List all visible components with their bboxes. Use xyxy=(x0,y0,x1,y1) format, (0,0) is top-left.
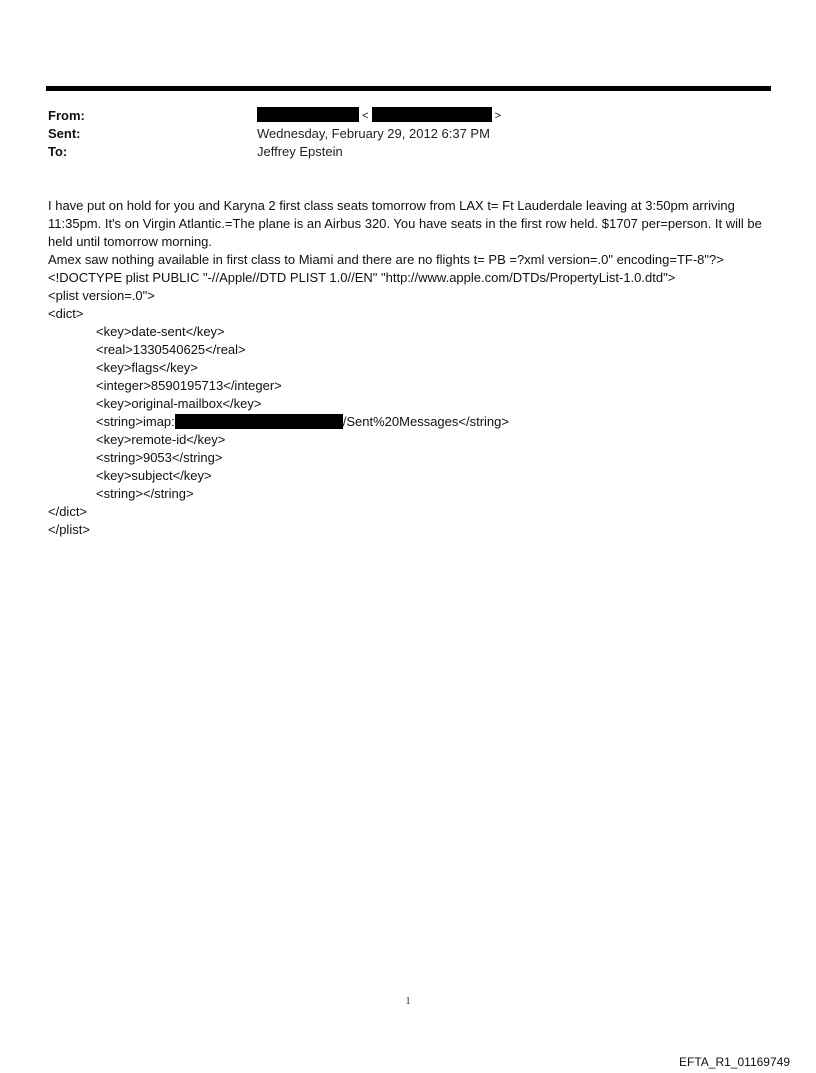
string-imap-prefix: <string>imap: xyxy=(96,414,175,429)
string-remote-id-line: <string>9053</string> xyxy=(96,450,223,465)
from-label: From: xyxy=(48,108,85,123)
from-close-bracket: > xyxy=(494,110,502,122)
body-paragraph: I have put on hold for you and Karyna 2 first class seats tomorrow from LAX t= Ft Lauderdale leaving at 3:50pm arriving 11:35pm. It's on Virgin Atlantic.=The plane is an Airbus 320. You have seats in the first row held. $1707 per=person. It will be held until tomorrow morning. xyxy=(48,198,762,249)
redacted-sender-name xyxy=(257,107,359,122)
email-body xyxy=(48,197,770,539)
page-number: 1 xyxy=(405,996,411,1007)
sent-value: Wednesday, February 29, 2012 6:37 PM xyxy=(257,126,490,141)
from-open-bracket: < xyxy=(362,110,369,122)
key-remote-id-line: <key>remote-id</key> xyxy=(96,432,226,447)
key-flags-line: <key>flags</key> xyxy=(96,360,198,375)
redacted-mailbox-account xyxy=(175,414,343,429)
string-imap-suffix: /Sent%20Messages</string> xyxy=(342,414,509,429)
dict-open-line: <dict> xyxy=(48,306,84,321)
amex-line: Amex saw nothing available in first class to Miami and there are no flights t= PB =?xml version=.0" encoding=TF-8"?> xyxy=(48,252,724,267)
to-label: To: xyxy=(48,144,68,159)
key-date-sent-line: <key>date-sent</key> xyxy=(96,324,225,339)
real-value-line: <real>1330540625</real> xyxy=(96,342,246,357)
string-imap-line xyxy=(48,413,770,431)
integer-value-line: <integer>8590195713</integer> xyxy=(96,378,282,393)
plist-close-line: </plist> xyxy=(48,522,90,537)
doctype-line: <!DOCTYPE plist PUBLIC "-//Apple//DTD PLIST 1.0//EN" "http://www.apple.com/DTDs/PropertyList-1.0.dtd"> xyxy=(48,270,676,285)
key-original-mailbox-line: <key>original-mailbox</key> xyxy=(96,396,262,411)
document-id: EFTA_R1_01169749 xyxy=(679,1055,790,1069)
sent-label: Sent: xyxy=(48,126,81,141)
from-value xyxy=(257,107,501,125)
dict-close-line: </dict> xyxy=(48,504,88,519)
to-value: Jeffrey Epstein xyxy=(257,144,343,159)
key-subject-line: <key>subject</key> xyxy=(96,468,212,483)
plist-open-line: <plist version=.0"> xyxy=(48,288,155,303)
string-subject-line: <string></string> xyxy=(96,486,194,501)
redacted-sender-email xyxy=(372,107,492,122)
header-divider xyxy=(46,86,771,91)
